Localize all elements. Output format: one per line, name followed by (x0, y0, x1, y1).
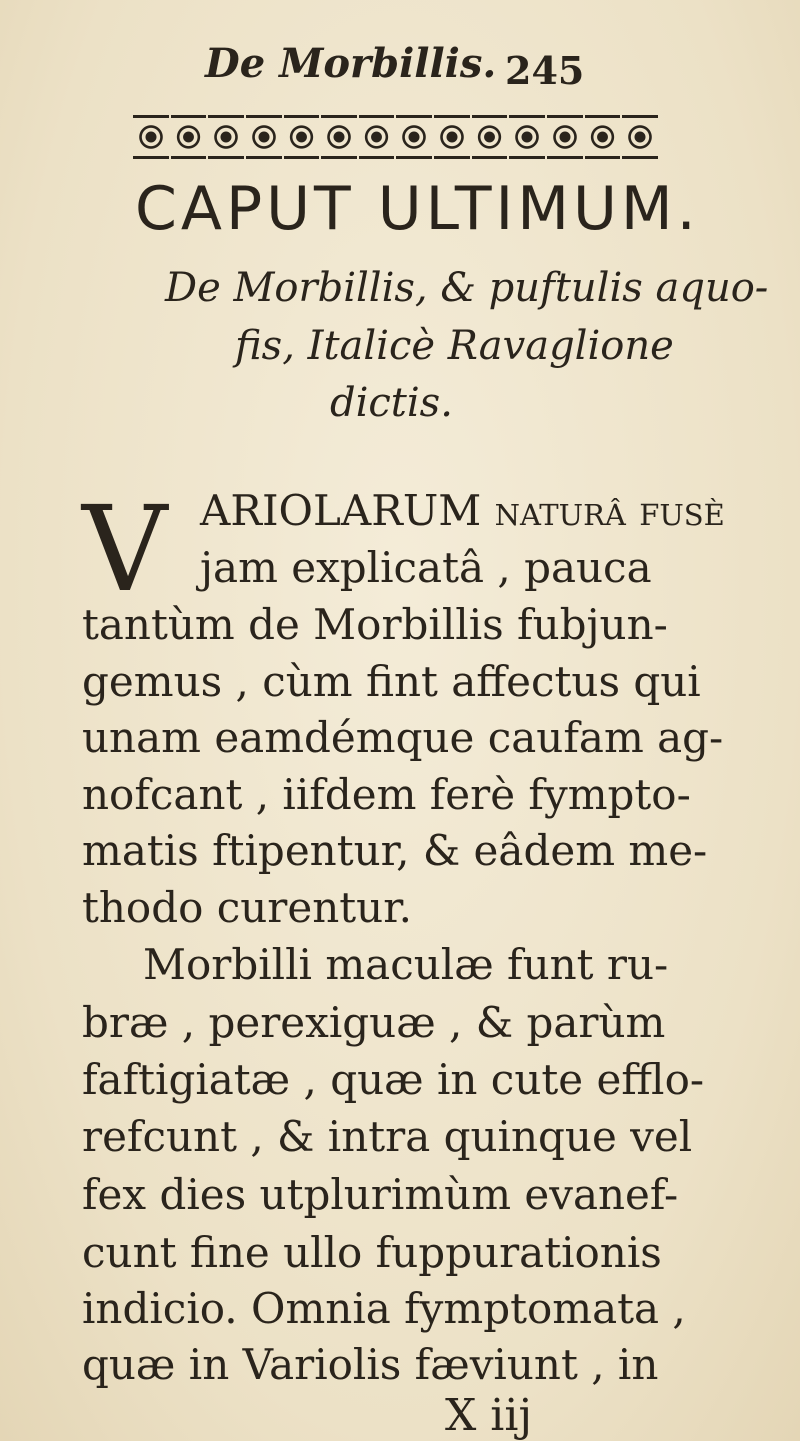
decorative-ornament-band (133, 115, 658, 159)
paragraph2-line: refcunt , & intra quinque vel (82, 1112, 693, 1161)
subtitle-line-1: De Morbillis, & puftulis aquo- (165, 265, 769, 311)
paragraph1-line: tantùm de Morbillis fubjun- (82, 600, 668, 649)
paragraph1-line: thodo curentur. (82, 883, 413, 932)
paragraph2-line: bræ , perexiguæ , & parùm (82, 998, 666, 1047)
subtitle-line-2: fis, Italicè Ravaglione (235, 323, 674, 369)
running-header (205, 40, 585, 93)
subtitle-line-3: dictis. (330, 380, 453, 426)
paragraph1-line: matis ftipentur, & eâdem me- (82, 826, 708, 875)
paragraph1-line: jam explicatâ , pauca (200, 543, 652, 592)
running-title: De Morbillis. (205, 40, 497, 87)
page-number: 245 (505, 48, 585, 93)
paragraph2-line: fex dies utplurimùm evanef- (82, 1170, 679, 1219)
paragraph1-line: unam eamdémque caufam ag- (82, 713, 724, 762)
signature-mark: X iij (445, 1390, 533, 1441)
first-line: ARIOLARUM naturâ fusè (200, 486, 725, 535)
paragraph2-line: cunt fine ullo fuppurationis (82, 1228, 662, 1277)
paragraph1-line: nofcant , iifdem ferè fympto- (82, 770, 691, 819)
drop-cap: V (82, 480, 168, 618)
paragraph2-line: quæ in Variolis fæviunt , in (82, 1340, 659, 1389)
paragraph2-line: faftigiatæ , quæ in cute efflo- (82, 1055, 705, 1104)
paragraph2-line: Morbilli maculæ funt ru- (143, 940, 669, 989)
paragraph1-line: gemus , cùm fint affectus qui (82, 657, 701, 706)
paragraph2-line: indicio. Omnia fymptomata , (82, 1284, 686, 1333)
chapter-title: CAPUT ULTIMUM. (135, 174, 700, 244)
